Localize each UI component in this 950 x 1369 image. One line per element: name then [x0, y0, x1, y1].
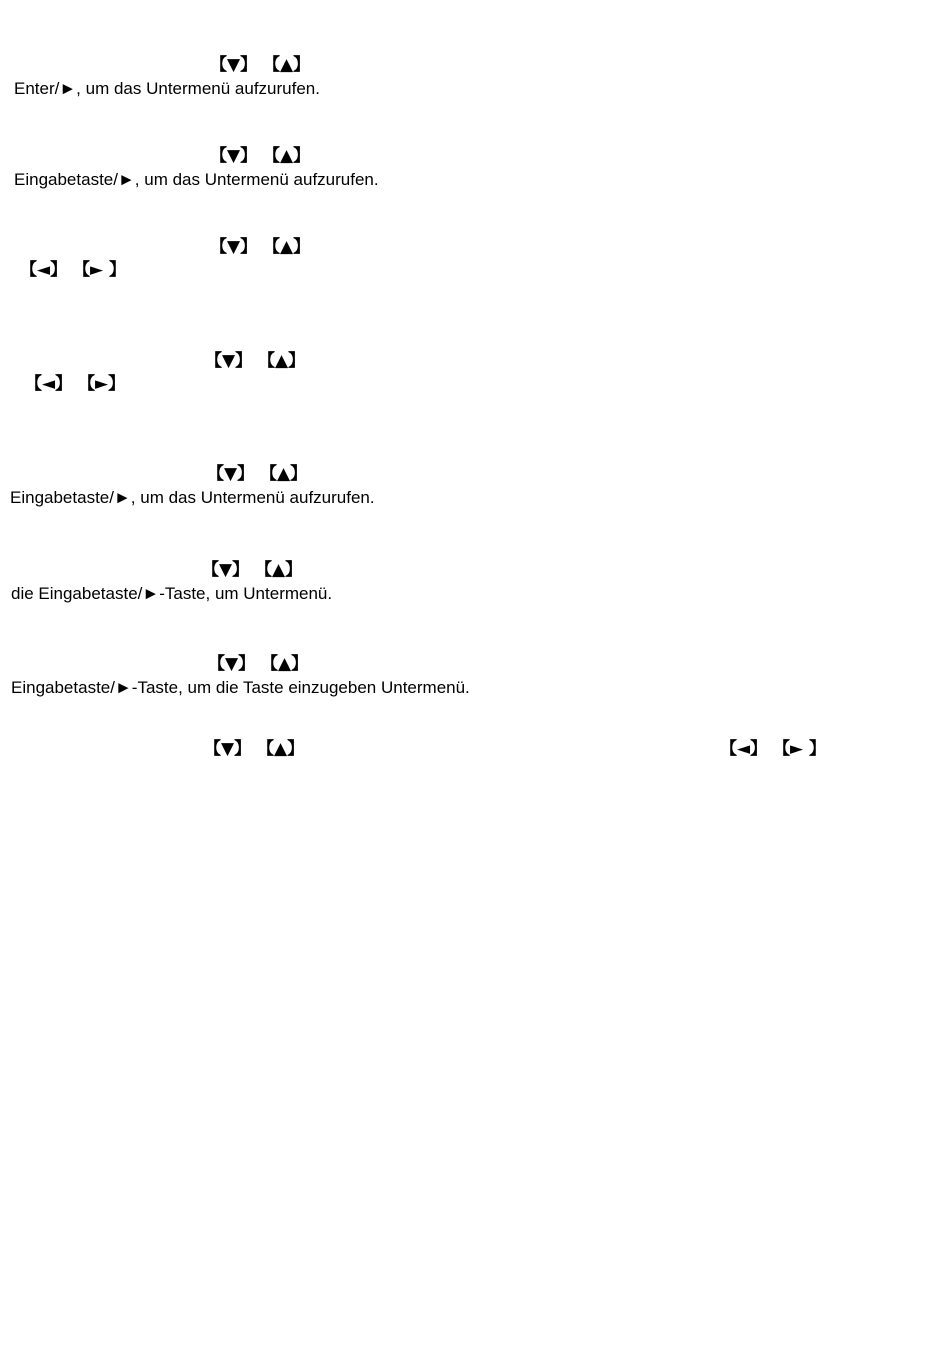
left-right-keys: 【◄】 【► 】 — [20, 260, 126, 280]
left-right-keys: 【◄】 【► 】 — [720, 739, 826, 759]
down-up-keys: 【▼】 【▲】 — [210, 55, 311, 75]
down-up-keys: 【▼】 【▲】 — [210, 237, 311, 257]
instruction-text: die Eingabetaste/►-Taste, um Untermenü. — [11, 584, 333, 603]
down-up-keys: 【▼】 【▲】 — [204, 739, 305, 759]
down-up-keys: 【▼】 【▲】 — [202, 560, 303, 580]
down-up-keys: 【▼】 【▲】 — [205, 351, 306, 371]
instruction-text: Eingabetaste/►, um das Untermenü aufzurufen. — [14, 170, 379, 189]
down-up-keys: 【▼】 【▲】 — [210, 146, 311, 166]
instruction-text: Eingabetaste/►, um das Untermenü aufzurufen. — [10, 488, 375, 507]
down-up-keys: 【▼】 【▲】 — [208, 654, 309, 674]
left-right-keys: 【◄】 【►】 — [25, 374, 126, 394]
down-up-keys: 【▼】 【▲】 — [207, 464, 308, 484]
instruction-text: Enter/►, um das Untermenü aufzurufen. — [14, 79, 320, 98]
instruction-text: Eingabetaste/►-Taste, um die Taste einzugeben Untermenü. — [11, 678, 470, 697]
